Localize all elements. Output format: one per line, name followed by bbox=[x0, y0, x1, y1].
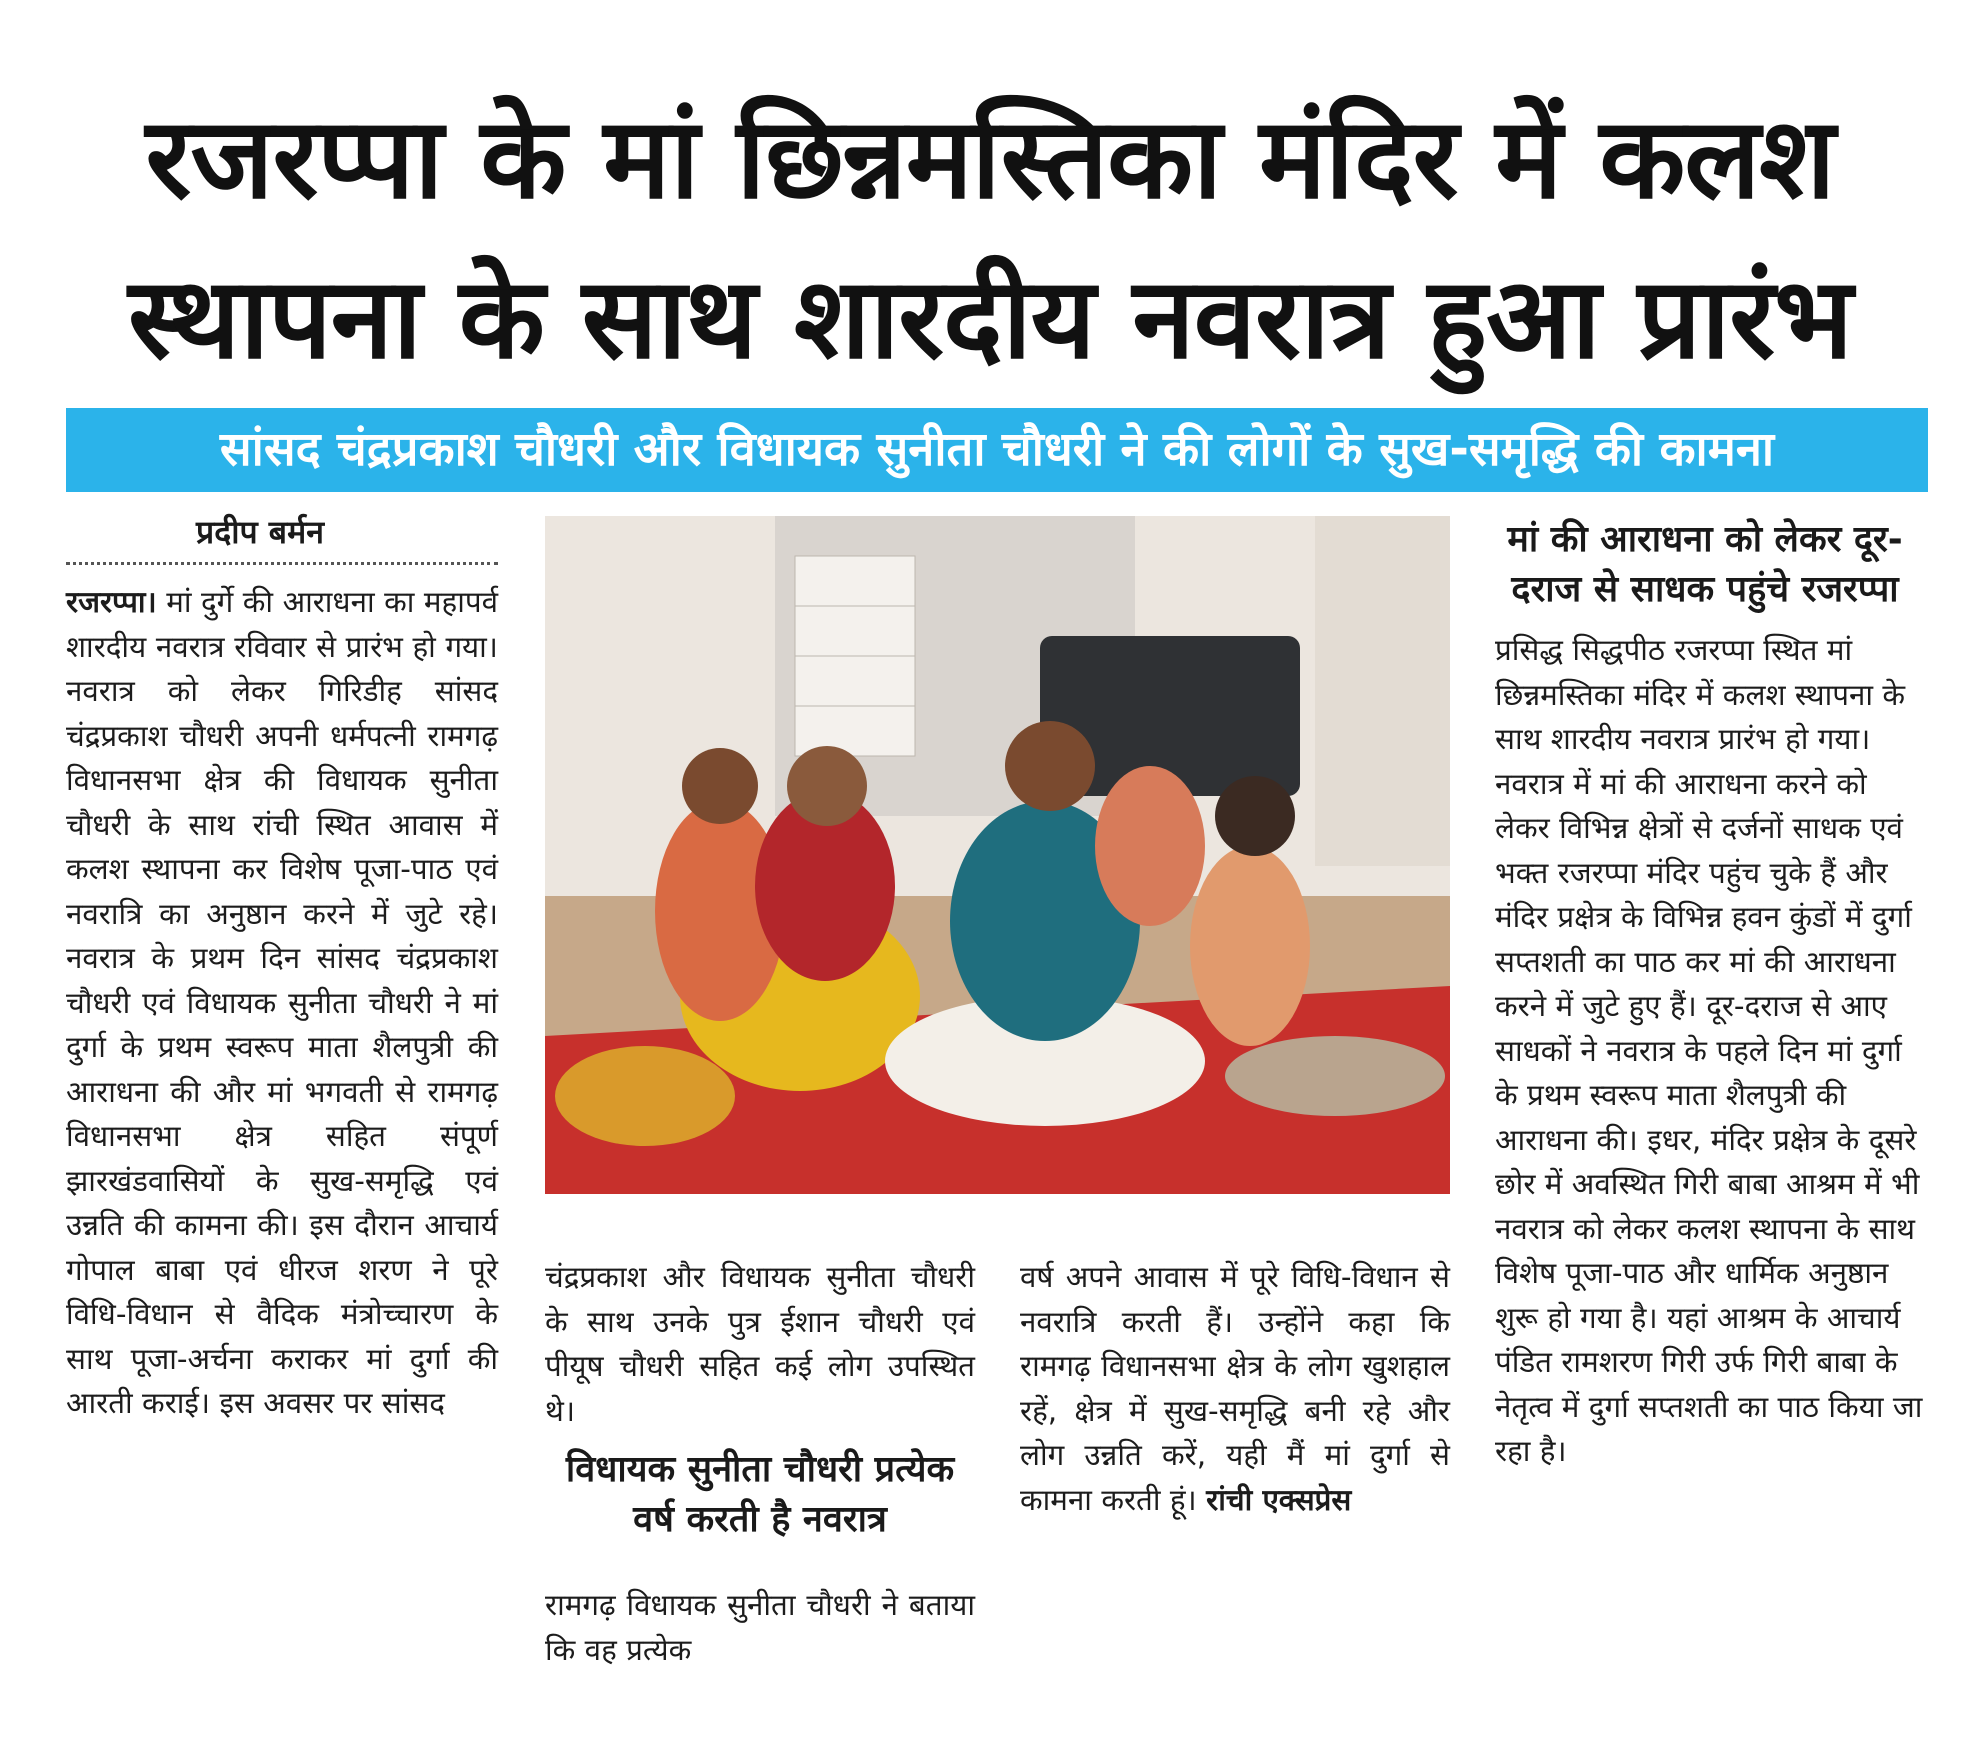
column-2-text-after: रामगढ़ विधायक सुनीता चौधरी ने बताया कि वह प्रत्येक bbox=[545, 1588, 975, 1667]
dateline: रजरप्पा। bbox=[66, 585, 157, 619]
article-column-1 bbox=[66, 580, 498, 1426]
subhead-mla: विधायक सुनीता चौधरी प्रत्येक वर्ष करती है नवरात्र bbox=[565, 1449, 955, 1540]
column-1-text: मां दुर्गे की आराधना का महापर्व शारदीय नवरात्र रविवार से प्रारंभ हो गया। नवरात्र को लेकर गिरिडीह सांसद चंद्रप्रकाश चौधरी अपनी धर्मपत्नी रामगढ़ विधानसभा क्षेत्र की विधायक सुनीता चौधरी के साथ रांची स्थित आवास में कलश स्थापना कर विशेष पूजा-पाठ एवं नवरात्रि का अनुष्ठान करने में जुटे रहे। नवरात्र के प्रथम दिन सांसद चंद्रप्रकाश चौधरी एवं विधायक सुनीता चौधरी ने मां दुर्गा के प्रथम स्वरूप माता शैलपुत्री की आराधना की और मां भगवती से रामगढ़ विधानसभा क्षेत्र सहित संपूर्ण झारखंडवासियों के सुख-समृद्धि एवं उन्नति की कामना की। इस दौरान आचार्य गोपाल बाबा एवं धीरज शरण ने पूरे विधि-विधान से वैदिक मंत्रोच्चारण के साथ पूजा-अर्चना कराकर मां दुर्गा की आरती कराई। इस अवसर पर सांसद bbox=[66, 585, 498, 1420]
column-3-text: वर्ष अपने आवास में पूरे विधि-विधान से नवरात्रि करती हैं। उन्होंने कहा कि रामगढ़ विधानसभा क्षेत्र के लोग खुशहाल रहें, क्षेत्र में सुख-समृद्धि बनी रहे और लोग उन्नति करें, यही मैं मां दुर्गा से कामना करती हूं। bbox=[1020, 1260, 1450, 1517]
credit-line: रांची एक्सप्रेस bbox=[1206, 1482, 1352, 1517]
deck-banner: सांसद चंद्रप्रकाश चौधरी और विधायक सुनीता चौधरी ने की लोगों के सुख-समृद्धि की कामना bbox=[66, 408, 1928, 492]
article-column-4: प्रसिद्ध सिद्धपीठ रजरप्पा स्थित मां छिन्नमस्तिका मंदिर में कलश स्थापना के साथ शारदीय नवरात्र प्रारंभ हो गया। नवरात्र में मां की आराधना करने को लेकर विभिन्न क्षेत्रों से दर्जनों साधक एवं भक्त रजरप्पा मंदिर पहुंच चुके हैं और मंदिर प्रक्षेत्र के विभिन्न हवन कुंडों में दुर्गा सप्तशती का पाठ कर मां की आराधना करने में जुटे हुए हैं। दूर-दराज से आए साधकों ने नवरात्र के पहले दिन मां दुर्गा के प्रथम स्वरूप माता शैलपुत्री की आराधना की। इधर, मंदिर प्रक्षेत्र के दूसरे छोर में अवस्थित गिरी बाबा आश्रम में भी नवरात्र को लेकर कलश स्थापना के साथ विशेष पूजा-पाठ और धार्मिक अनुष्ठान शुरू हो गया है। यहां आश्रम के आचार्य पंडित रामशरण गिरी उर्फ गिरी बाबा के नेतृत्व में दुर्गा सप्तशती का पाठ किया जा रहा है। bbox=[1495, 633, 1923, 1468]
byline: प्रदीप बर्मन bbox=[66, 510, 498, 565]
headline-line-2: स्थापना के साथ शारदीय नवरात्र हुआ प्रारंभ bbox=[128, 254, 1852, 384]
column-2-text: चंद्रप्रकाश और विधायक सुनीता चौधरी के साथ उनके पुत्र ईशान चौधरी एवं पीयूष चौधरी सहित कई लोग उपस्थित थे। bbox=[545, 1260, 975, 1428]
headline-line-1: रजरप्पा के मां छिन्नमस्तिका मंदिर में कलश bbox=[145, 94, 1835, 224]
article-column-3 bbox=[1020, 1255, 1450, 1522]
subhead-sidebar: मां की आराधना को लेकर दूर-दराज से साधक पहुंचे रजरप्पा bbox=[1507, 519, 1903, 610]
puja-photo bbox=[545, 516, 1450, 1194]
photo-illustration bbox=[545, 516, 1450, 1194]
article-column-2 bbox=[545, 1255, 975, 1433]
